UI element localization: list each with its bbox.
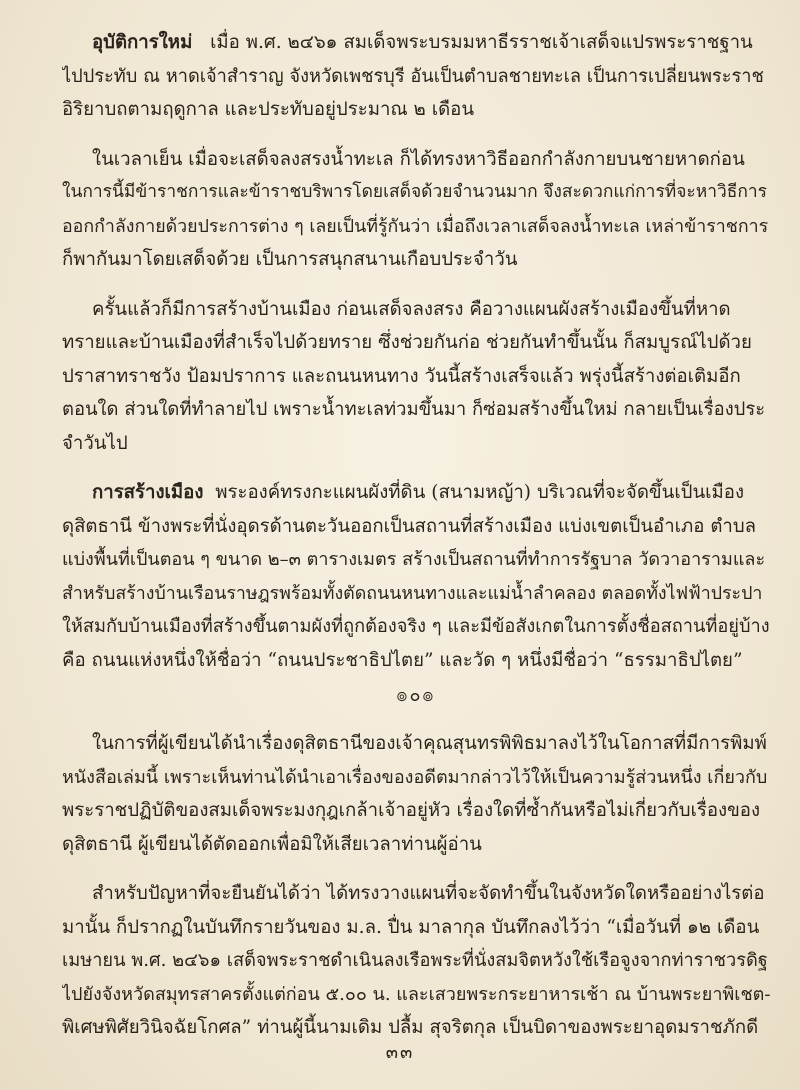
paragraph-line: ไปประทับ ณ หาดเจ้าสำราญ จังหวัดเพชรบุรี อันเป็นตำบลชายทะเล เป็นการเปลี่ยนพระราช (62, 65, 764, 87)
paragraph-line: ดุสิตธานี ข้างพระที่นั่งอุดรด้านตะวันออกเป็นสถานที่สร้างเมือง แบ่งเขตเป็นอำเภอ ตำบล (62, 515, 757, 537)
paragraph-line: การสร้างเมือง พระองค์ทรงกะแผนผังที่ดิน (สนามหญ้า) บริเวณที่จะจัดขึ้นเป็นเมือง (92, 482, 745, 503)
paragraph-line: ในการนี้มีข้าราชการและข้าราชบริพารโดยเสด็จด้วยจำนวนมาก จึงสะดวกแก่การที่จะหาวิธีการ (62, 182, 768, 202)
paragraph-line: ตอนใด ส่วนใดที่ทำลายไป เพราะน้ำทะเลท่วมขึ้นมา ก็ซ่อมสร้างขึ้นใหม่ กลายเป็นเรื่องประ (62, 399, 766, 420)
paragraph-line: ปราสาทราชวัง ป้อมปราการ และถนนหนทาง วันนี้สร้างเสร็จแล้ว พรุ่งนี้สร้างต่อเติมอีก (62, 365, 741, 387)
paragraph-line: เมษายน พ.ศ. ๒๔๖๑ เสด็จพระราชดำเนินลงเรือพระที่นั่งสมจิตหวังใช้เรือจูงจากท่าราชวรดิฐ (62, 950, 768, 971)
paragraph-5 (62, 727, 770, 861)
paragraph-line: ให้สมกับบ้านเมืองที่สร้างขึ้นตามผังที่ถูกต้องจริง ๆ และมีข้อสังเกตในการตั้งชื่อสถานที่อยู่บ้าง (62, 616, 770, 637)
paragraph-line: ดุสิตธานี ผู้เขียนได้ตัดออกเพื่อมิให้เสียเวลาท่านผู้อ่าน (62, 833, 482, 855)
paragraph-2 (62, 143, 770, 277)
section-separator: ๏๐๏ (396, 685, 436, 706)
paragraph-line: พระราชปฏิบัติของสมเด็จพระมงกุฎเกล้าเจ้าอยู่หัว เรื่องใดที่ซ้ำกันหรือไม่เกี่ยวกับเรื่องของ (62, 800, 761, 821)
paragraph-6 (62, 877, 770, 1045)
paragraph-line: อุบัติการใหม่ เมื่อ พ.ศ. ๒๔๖๑ สมเด็จพระบรมมหาธีรราชเจ้าเสด็จแปรพระราชฐาน (92, 32, 753, 53)
paragraph-line: จำวันไป (62, 432, 128, 454)
paragraph-line: มานั้น ก็ปรากฏในบันทึกรายวันของ ม.ล. ปื่น มาลากุล บันทึกลงไว้ว่า “เมื่อวันที่ ๑๒ เดือน (62, 916, 760, 938)
paragraph-lead: อุบัติการใหม่ (92, 32, 193, 53)
paragraph-line: แบ่งพื้นที่เป็นตอน ๆ ขนาด ๒–๓ ตารางเมตร สร้างเป็นสถานที่ทำการรัฐบาล วัดวาอารามและ (62, 549, 766, 570)
paragraph-line: อิริยาบถตามฤดูกาล และประทับอยู่ประมาณ ๒ เดือน (62, 99, 475, 120)
paragraph-line: ออกกำลังกายด้วยประการต่าง ๆ เลยเป็นที่รู้กันว่า เมื่อถึงเวลาเสด็จลงน้ำทะเล เหล่าข้าราชการ (62, 215, 769, 237)
paragraph-1 (62, 26, 770, 127)
paragraph-line: คือ ถนนแห่งหนึ่งให้ชื่อว่า “ถนนประชาธิปไตย” และวัด ๆ หนึ่งมีชื่อว่า “ธรรมาธิปไตย” (62, 649, 743, 671)
page-number: ๓๓ (385, 1042, 415, 1063)
paragraph-4 (62, 476, 770, 677)
paragraph-line: สำหรับสร้างบ้านเรือนราษฎรพร้อมทั้งตัดถนนหนทางและแม่น้ำลำคลอง ตลอดทั้งไฟฟ้าประปา (62, 582, 763, 604)
paragraph-3 (62, 293, 770, 461)
paragraph-line: ก็พากันมาโดยเสด็จด้วย เป็นการสนุกสนานเกือบประจำวัน (62, 249, 518, 270)
paragraph-line: ในการที่ผู้เขียนได้นำเรื่องดุสิตธานีของเจ้าคุณสุนทรพิพิธมาลงไว้ในโอกาสที่มีการพิมพ์ (92, 733, 767, 754)
paragraph-line: ทรายและบ้านเมืองที่สำเร็จไปด้วยทราย ซึ่งช่วยกันก่อ ช่วยกันทำขึ้นนั้น ก็สมบูรณ์ไปด้วย (62, 332, 752, 353)
paragraph-line: หนังสือเล่มนี้ เพราะเห็นท่านได้นำเอาเรื่องของอดีตมากล่าวไว้ให้เป็นความรู้ส่วนหนึ่ง เกี่ยวกับ (62, 766, 768, 788)
paragraph-lead: การสร้างเมือง (92, 482, 204, 503)
paragraph-line: ในเวลาเย็น เมื่อจะเสด็จลงสรงน้ำทะเล ก็ได้ทรงหาวิธีออกกำลังกายบนชายหาดก่อน (92, 148, 745, 170)
paragraph-line: สำหรับปัญหาที่จะยืนยันได้ว่า ได้ทรงวางแผนที่จะจัดทำขึ้นในจังหวัดใดหรืออย่างไรต่อ (92, 883, 765, 904)
paragraph-line: พิเศษพิศัยวินิจฉัยโกศล” ท่านผู้นี้นามเดิม ปลื้ม สุจริตกุล เป็นบิดาของพระยาอุดมราชภักดี (62, 1017, 759, 1038)
paragraph-line: ไปยังจังหวัดสมุทรสาครตั้งแต่ก่อน ๕.๐๐ น. และเสวยพระกระยาหารเช้า ณ บ้านพระยาพิเชต- (62, 983, 770, 1005)
paragraph-line: ครั้นแล้วก็มีการสร้างบ้านเมือง ก่อนเสด็จลงสรง คือวางแผนผังสร้างเมืองขึ้นที่หาด (92, 298, 731, 320)
